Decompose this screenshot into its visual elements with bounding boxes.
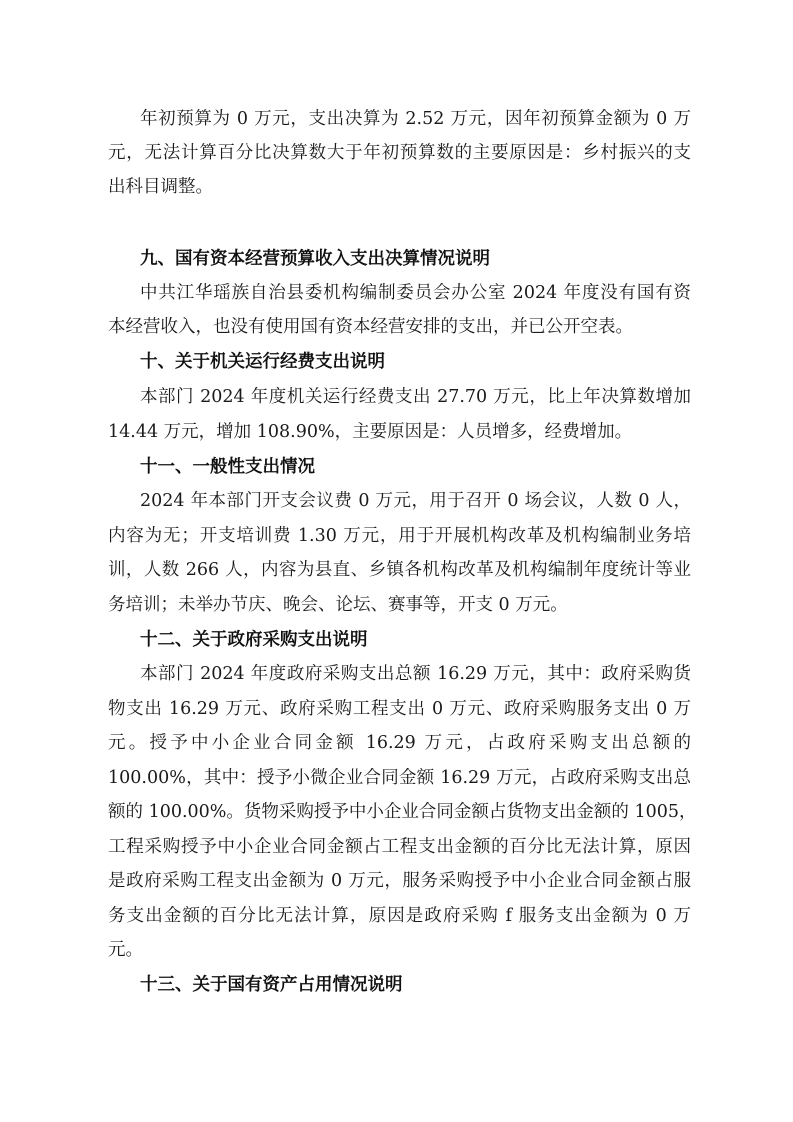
paragraph-line: 务支出金额的百分比无法计算，原因是政府采购 f 服务支出金额为 0 万 — [108, 906, 691, 926]
paragraph-line: 额的 100.00%。货物采购授予中小企业合同金额占货物支出金额的 1005， — [108, 802, 697, 822]
paragraph-line: 本部门 2024 年度政府采购支出总额 16.29 万元，其中：政府采购货 — [140, 664, 691, 684]
paragraph-line: 是政府采购工程支出金额为 0 万元，服务采购授予中小企业合同金额占服 — [108, 871, 691, 891]
paragraph-line: 元，无法计算百分比决算数大于年初预算数的主要原因是：乡村振兴的支 — [108, 143, 691, 163]
paragraph-line: 训，人数 266 人，内容为县直、乡镇各机构改革及机构编制年度统计等业 — [108, 560, 691, 580]
paragraph-line: 内容为无；开支培训费 1.30 万元，用于开展机构改革及机构编制业务培 — [108, 526, 691, 546]
paragraph-line: 中共江华瑶族自治县委机构编制委员会办公室 2024 年度没有国有资 — [140, 283, 691, 303]
paragraph-line: 物支出 16.29 万元、政府采购工程支出 0 万元、政府采购服务支出 0 万 — [108, 699, 691, 719]
paragraph-line: 14.44 万元，增加 108.90%，主要原因是：人员增多，经费增加。 — [108, 422, 633, 442]
paragraph-line: 务培训；未举办节庆、晚会、论坛、赛事等，开支 0 万元。 — [108, 595, 568, 615]
paragraph-line: 年初预算为 0 万元，支出决算为 2.52 万元，因年初预算金额为 0 万 — [140, 109, 691, 129]
section-heading-11: 十一、一般性支出情况 — [140, 457, 315, 477]
paragraph-line: 2024 年本部门开支会议费 0 万元，用于召开 0 场会议，人数 0 人， — [140, 491, 691, 511]
paragraph-line: 工程采购授予中小企业合同金额占工程支出金额的百分比无法计算，原因 — [108, 837, 691, 857]
paragraph-line: 元。 — [108, 940, 143, 960]
section-heading-10: 十、关于机关运行经费支出说明 — [140, 352, 385, 372]
paragraph-line: 出科目调整。 — [108, 177, 213, 197]
paragraph-line: 本部门 2024 年度机关运行经费支出 27.70 万元，比上年决算数增加 — [140, 387, 691, 407]
paragraph-line: 元。授予中小企业合同金额 16.29 万元，占政府采购支出总额的 — [108, 733, 691, 753]
section-heading-12: 十二、关于政府采购支出说明 — [140, 630, 368, 650]
paragraph-line: 本经营收入，也没有使用国有资本经营安排的支出，并已公开空表。 — [108, 317, 633, 337]
paragraph-line: 100.00%，其中：授予小微企业合同金额 16.29 万元，占政府采购支出总 — [108, 768, 691, 788]
section-heading-9: 九、国有资本经营预算收入支出决算情况说明 — [140, 249, 490, 269]
section-heading-13: 十三、关于国有资产占用情况说明 — [140, 975, 403, 995]
